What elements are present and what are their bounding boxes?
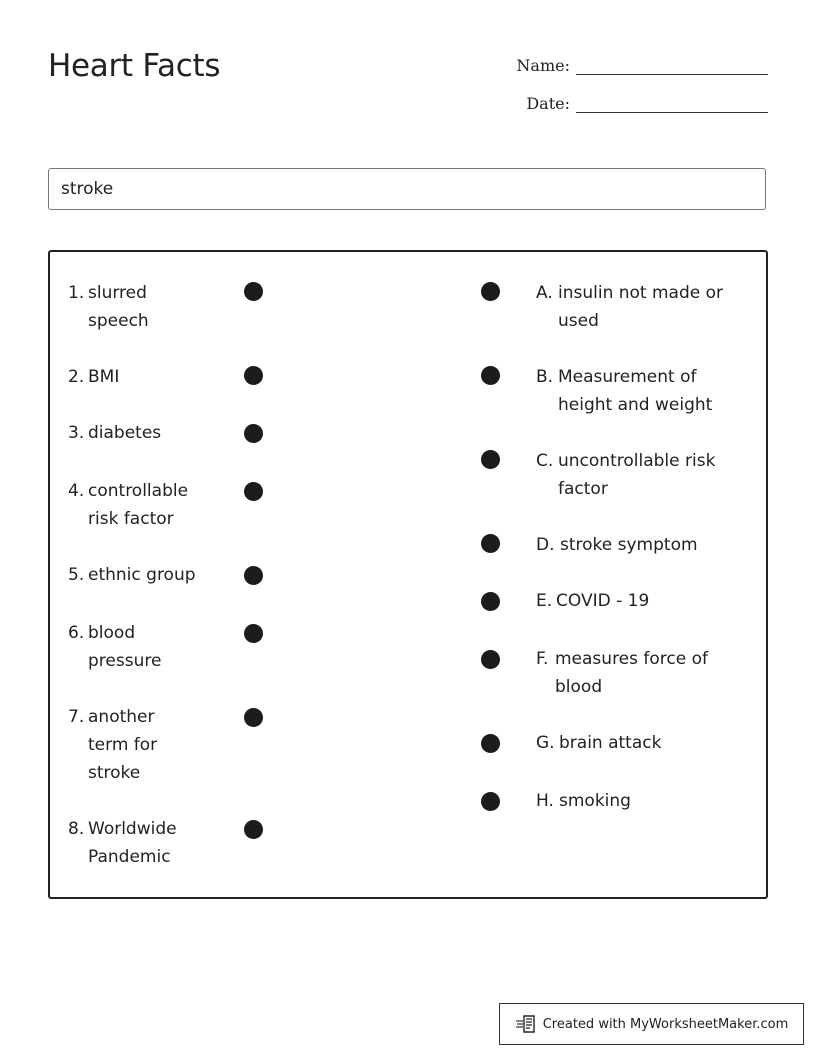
right-item-letter: F. bbox=[536, 649, 549, 669]
left-item-number: 1. bbox=[68, 283, 85, 303]
right-item-text: Measurement of height and weight bbox=[558, 367, 713, 415]
left-match-dot[interactable] bbox=[244, 566, 263, 585]
left-match-dot[interactable] bbox=[244, 282, 263, 301]
right-match-dot[interactable] bbox=[481, 450, 500, 469]
right-item-letter: B. bbox=[536, 367, 554, 387]
worksheet-maker-logo-icon bbox=[515, 1014, 537, 1034]
right-item-letter: A. bbox=[536, 283, 553, 303]
footer-badge[interactable] bbox=[499, 1003, 804, 1045]
right-match-dot[interactable] bbox=[481, 366, 500, 385]
left-item-text: diabetes bbox=[88, 423, 162, 443]
worksheet-title: Heart Facts bbox=[48, 48, 221, 84]
matching-box bbox=[48, 250, 768, 899]
right-item-text: insulin not made or used bbox=[558, 283, 724, 331]
right-item-letter: H. bbox=[536, 791, 554, 811]
name-field[interactable] bbox=[480, 52, 768, 76]
left-match-dot[interactable] bbox=[244, 820, 263, 839]
left-item-number: 7. bbox=[68, 707, 85, 727]
right-item-text: measures force of blood bbox=[555, 649, 708, 697]
left-match-dot[interactable] bbox=[244, 424, 263, 443]
left-match-dot[interactable] bbox=[244, 708, 263, 727]
left-item-text: blood pressure bbox=[88, 623, 162, 671]
right-match-dot[interactable] bbox=[481, 734, 500, 753]
left-item-number: 6. bbox=[68, 623, 85, 643]
left-item-number: 3. bbox=[68, 423, 85, 443]
right-item-text: stroke symptom bbox=[560, 535, 698, 555]
right-item-text: brain attack bbox=[559, 733, 662, 753]
right-item-text: COVID - 19 bbox=[556, 591, 650, 611]
right-item-letter: D. bbox=[536, 535, 555, 555]
name-line bbox=[576, 74, 768, 75]
left-item-text: BMI bbox=[88, 367, 120, 387]
left-item-number: 8. bbox=[68, 819, 85, 839]
right-match-dot[interactable] bbox=[481, 792, 500, 811]
right-item-text: smoking bbox=[559, 791, 631, 811]
right-item-letter: C. bbox=[536, 451, 554, 471]
word-bank: stroke bbox=[48, 168, 766, 210]
right-item-letter: E. bbox=[536, 591, 553, 611]
date-field[interactable] bbox=[480, 90, 768, 114]
right-item-text: uncontrollable risk factor bbox=[558, 451, 716, 499]
right-match-dot[interactable] bbox=[481, 650, 500, 669]
left-item-text: slurred speech bbox=[88, 283, 149, 331]
left-item-text: another term for stroke bbox=[88, 707, 158, 783]
left-match-dot[interactable] bbox=[244, 366, 263, 385]
right-match-dot[interactable] bbox=[481, 534, 500, 553]
left-item-number: 5. bbox=[68, 565, 85, 585]
left-item-text: controllable risk factor bbox=[88, 481, 189, 529]
right-match-dot[interactable] bbox=[481, 282, 500, 301]
left-item-text: ethnic group bbox=[88, 565, 196, 585]
left-item-number: 4. bbox=[68, 481, 85, 501]
left-match-dot[interactable] bbox=[244, 624, 263, 643]
left-item-text: Worldwide Pandemic bbox=[88, 819, 177, 867]
right-item-letter: G. bbox=[536, 733, 555, 753]
left-item-number: 2. bbox=[68, 367, 85, 387]
right-match-dot[interactable] bbox=[481, 592, 500, 611]
name-label: Name: bbox=[516, 56, 570, 75]
footer-text: Created with MyWorksheetMaker.com bbox=[542, 1016, 789, 1032]
left-match-dot[interactable] bbox=[244, 482, 263, 501]
date-line bbox=[576, 112, 768, 113]
date-label: Date: bbox=[526, 94, 570, 113]
